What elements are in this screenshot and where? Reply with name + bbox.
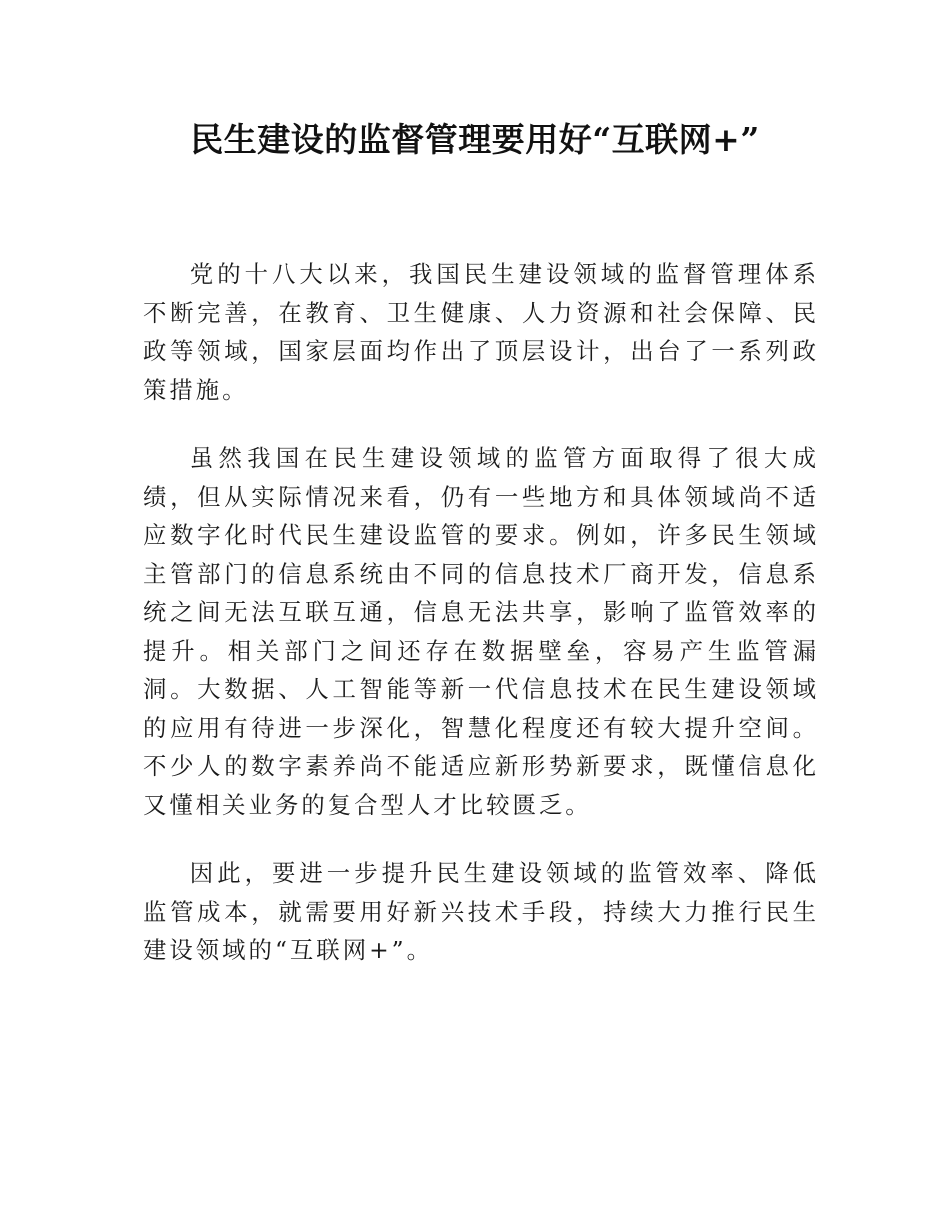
document-title: 民生建设的监督管理要用好“互联网+”	[190, 120, 760, 159]
paragraph: 虽然我国在民生建设领域的监管方面取得了很大成绩，但从实际情况来看，仍有一些地方和具体领域尚不适应数字化时代民生建设监管的要求。例如，许多民生领域主管部门的信息系统由不同的信息技术厂商开发，信息系统之间无法互联互通，信息无法共享，影响了监管效率的提升。相关部门之间还存在数据壁垒，容易产生监管漏洞。大数据、人工智能等新一代信息技术在民生建设领域的应用有待进一步深化，智慧化程度还有较大提升空间。不少人的数字素养尚不能适应新形势新要求，既懂信息化又懂相关业务的复合型人才比较匮乏。	[143, 444, 819, 819]
document-body	[143, 255, 819, 1000]
paragraph: 党的十八大以来，我国民生建设领域的监督管理体系不断完善，在教育、卫生健康、人力资源和社会保障、民政等领域，国家层面均作出了顶层设计，出台了一系列政策措施。	[143, 260, 819, 404]
paragraph: 因此，要进一步提升民生建设领域的监管效率、降低监管成本，就需要用好新兴技术手段，持续大力推行民生建设领域的“互联网+”。	[143, 859, 819, 964]
